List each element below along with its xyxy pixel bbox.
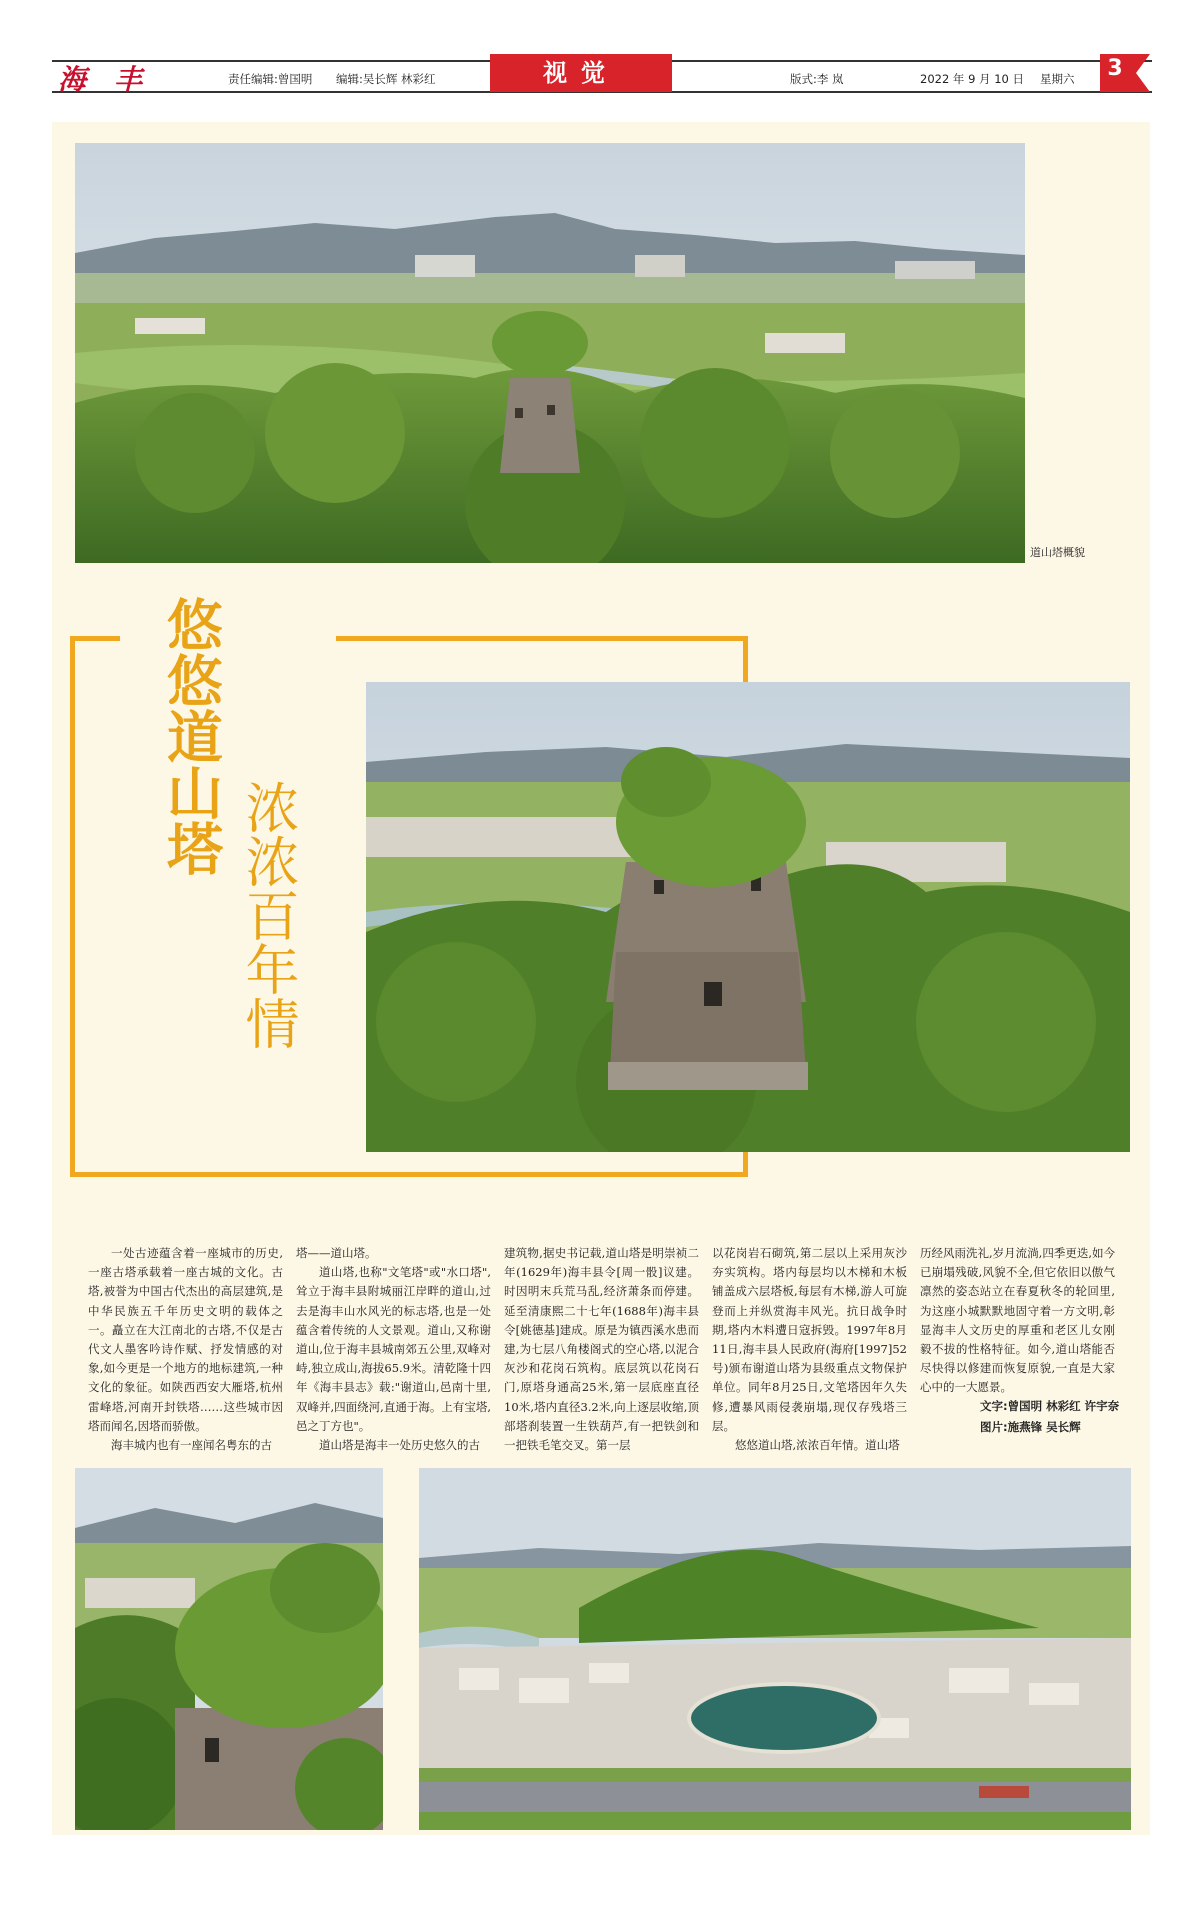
paragraph: 建筑物,据史书记载,道山塔是明崇祯二年(1629年)海丰县令[周一骰]议建。时因明末兵荒马乱,经济萧条而停建。延至清康熙二十七年(1688年)海丰县令[姚德基]建成。原是为镇西溪水患而建,为七层八角楼阁式的空心塔,以泥合灰沙和花岗石筑构。底层筑以花岗石门,原塔身通高25米,第一层底座直径10米,塔内直径3.2米,向上逐层收缩,顶部塔刹装置一生铁葫芦,有一把铁剑和一把铁毛笔交叉。第一层 [504, 1246, 699, 1453]
paragraph: 以花岗岩石砌筑,第二层以上采用灰沙夯实筑构。塔内每层均以木梯和木板铺盖成六层塔板,每层有木梯,游人可旋登而上并纵赏海丰风光。抗日战争时期,塔内木料遭日寇拆毁。1997年8月11日,海丰县人民政府(海府[1997]52号)颁布谢道山塔为县级重点文物保护单位。同年8月25日,文笔塔因年久失修,遭暴风雨侵袭崩塌,现仅存残塔三层。 [712, 1246, 907, 1433]
frame-bottom [70, 1172, 748, 1177]
article-column-2 [296, 1244, 491, 1455]
article-column-4 [712, 1244, 907, 1455]
article-column-3 [504, 1244, 699, 1455]
section-label: 视觉 [490, 54, 672, 92]
paragraph: 塔——道山塔。 [296, 1246, 377, 1260]
paragraph: 海丰城内也有一座闻名粤东的古 [111, 1438, 272, 1453]
issue-date: 2022 年 9 月 10 日 [920, 72, 1024, 86]
paragraph: 历经风雨洗礼,岁月流淌,四季更迭,如今已崩塌残破,风貌不全,但它依旧以傲气凛然的姿态站立在春夏秋冬的轮回里,为这座小城默默地固守着一方文明,彰显海丰人文历史的厚重和老区儿女刚毅不拔的性格特征。如今,道山塔能否尽快得以修建而恢复原貌,一直是大家心中的一大愿景。 [920, 1246, 1115, 1395]
layout-credit: 版式:李 岚 [790, 72, 844, 86]
article-column-1 [88, 1244, 283, 1455]
photo-aerial-overview [75, 143, 1025, 563]
credit-text: 文字:曾国明 林彩红 许宇奈 [980, 1399, 1120, 1413]
credit-photo: 图片:施燕锋 吴长辉 [980, 1420, 1081, 1434]
frame-top-right [336, 636, 748, 641]
photo-tower-top [75, 1468, 383, 1830]
article-column-5 [920, 1244, 1115, 1398]
newspaper-logo: 海丰 [58, 63, 171, 96]
masthead [0, 0, 1200, 110]
paragraph: 悠悠道山塔,浓浓百年情。道山塔 [735, 1438, 900, 1453]
paragraph: 道山塔,也称"文笔塔"或"水口塔",耸立于海丰县附城丽江岸畔的道山,过去是海丰山水风光的标志塔,也是一处蕴含着传统的人文景观。道山,又称谢道山,位于海丰县城南郊五公里,双峰对峙,独立成山,海拔65.9米。清乾隆十四年《海丰县志》载:"谢道山,邑南十里,双峰并,四面绕河,直通于海。上有宝塔,邑之丁方也"。 [296, 1265, 491, 1433]
paragraph: 道山塔是海丰一处历史悠久的古 [319, 1438, 480, 1453]
photo-mountain-village [419, 1468, 1131, 1830]
page-number: 3 [1107, 56, 1123, 81]
headline-line2: 浓浓百年情 [237, 780, 300, 1050]
photo-caption-overview: 道山塔概貌 [1030, 546, 1085, 559]
chief-editor: 责任编辑:曾国明 [228, 72, 313, 86]
frame-top-left [70, 636, 120, 641]
issue-weekday: 星期六 [1040, 72, 1075, 86]
photo-tower-closeup [366, 682, 1130, 1152]
paragraph: 一处古迹蕴含着一座城市的历史,一座古塔承载着一座古城的文化。古塔,被誉为中国古代杰出的高层建筑,是中华民族五千年历史文明的载体之一。矗立在大江南北的古塔,不仅是古代文人墨客吟诗作赋、抒发情感的对象,如今更是一个地方的地标建筑,一种文化的象征。如陕西西安大雁塔,杭州雷峰塔,河南开封铁塔……这些城市因塔而闻名,因塔而骄傲。 [88, 1246, 283, 1433]
headline-line1: 悠悠道山塔 [158, 596, 224, 876]
editors: 编辑:吴长辉 林彩红 [336, 72, 436, 86]
frame-left [70, 636, 75, 1176]
